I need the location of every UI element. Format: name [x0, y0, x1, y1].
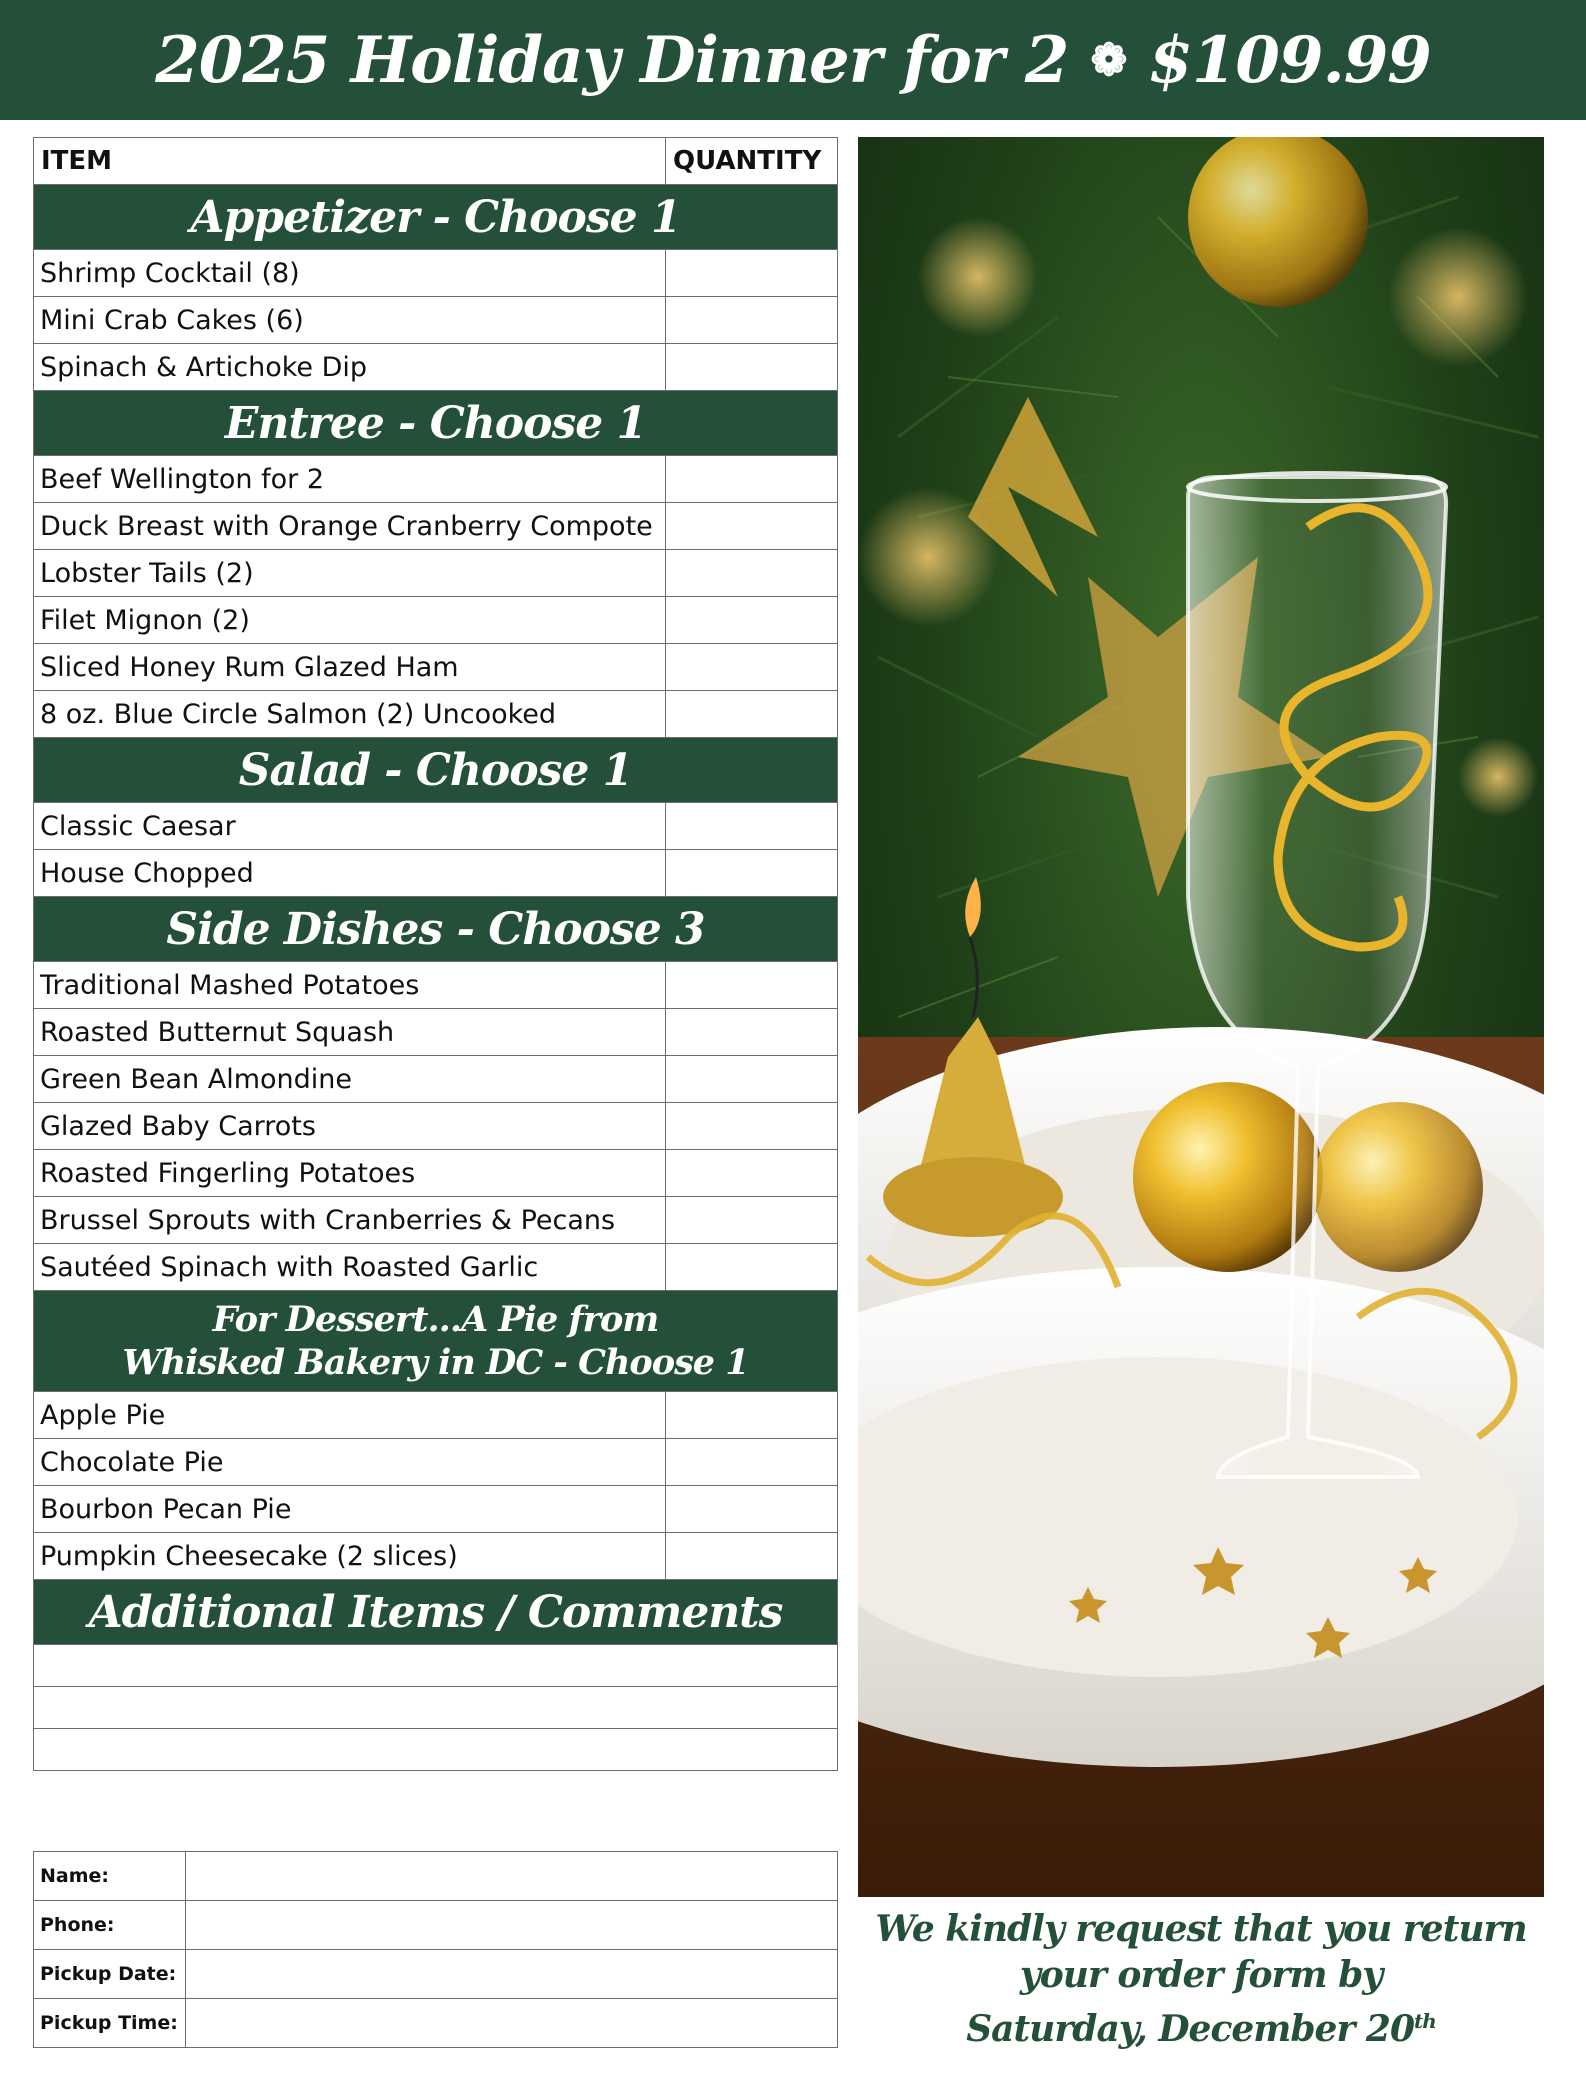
quantity-cell[interactable] — [666, 1197, 838, 1244]
table-row — [34, 1486, 838, 1533]
item-name: Sautéed Spinach with Roasted Garlic — [34, 1244, 666, 1291]
contact-row — [34, 1901, 838, 1950]
quantity-cell[interactable] — [666, 1439, 838, 1486]
table-row — [34, 1439, 838, 1486]
quantity-cell[interactable] — [666, 1486, 838, 1533]
item-name: 8 oz. Blue Circle Salmon (2) Uncooked — [34, 691, 666, 738]
item-name: Traditional Mashed Potatoes — [34, 962, 666, 1009]
fleuron-icon: ❁ — [1090, 34, 1127, 86]
comment-field[interactable] — [34, 1729, 838, 1771]
item-name: Shrimp Cocktail (8) — [34, 250, 666, 297]
holiday-table-illustration — [858, 137, 1544, 1897]
note-date: Saturday, December 20 — [966, 2008, 1415, 2050]
note-date-suffix: th — [1414, 2009, 1436, 2033]
table-row — [34, 1392, 838, 1439]
section-header — [34, 1291, 838, 1392]
table-row — [34, 644, 838, 691]
quantity-cell[interactable] — [666, 1103, 838, 1150]
table-header-row — [34, 138, 838, 185]
pickup-date-label: Pickup Date: — [34, 1950, 186, 1999]
price: $109.99 — [1148, 22, 1431, 98]
section-title-salad: Salad - Choose 1 — [34, 738, 838, 803]
table-row — [34, 1056, 838, 1103]
quantity-cell[interactable] — [666, 850, 838, 897]
table-row — [34, 691, 838, 738]
item-name: Duck Breast with Orange Cranberry Compote — [34, 503, 666, 550]
quantity-cell[interactable] — [666, 691, 838, 738]
title-banner — [0, 0, 1586, 120]
column-header-quantity: QUANTITY — [666, 138, 838, 185]
table-row — [34, 456, 838, 503]
quantity-cell[interactable] — [666, 1009, 838, 1056]
table-row — [34, 803, 838, 850]
table-row — [34, 850, 838, 897]
table-row — [34, 344, 838, 391]
phone-field[interactable] — [186, 1901, 838, 1950]
quantity-cell[interactable] — [666, 503, 838, 550]
table-row — [34, 250, 838, 297]
item-name: Roasted Butternut Squash — [34, 1009, 666, 1056]
quantity-cell[interactable] — [666, 1056, 838, 1103]
item-name: Mini Crab Cakes (6) — [34, 297, 666, 344]
section-title-side-dishes: Side Dishes - Choose 3 — [34, 897, 838, 962]
section-title-dessert — [34, 1291, 838, 1392]
dessert-title-line-1: For Dessert...A Pie from — [212, 1299, 659, 1340]
section-title-entree: Entree - Choose 1 — [34, 391, 838, 456]
phone-label: Phone: — [34, 1901, 186, 1950]
pickup-date-field[interactable] — [186, 1950, 838, 1999]
contact-row — [34, 1950, 838, 1999]
item-name: Bourbon Pecan Pie — [34, 1486, 666, 1533]
table-row — [34, 503, 838, 550]
quantity-cell[interactable] — [666, 803, 838, 850]
comment-line[interactable] — [34, 1687, 838, 1729]
table-row — [34, 1009, 838, 1056]
holiday-photo — [858, 137, 1544, 1897]
quantity-cell[interactable] — [666, 344, 838, 391]
comment-line[interactable] — [34, 1645, 838, 1687]
quantity-cell[interactable] — [666, 1150, 838, 1197]
name-label: Name: — [34, 1852, 186, 1901]
contact-row — [34, 1852, 838, 1901]
item-name: Sliced Honey Rum Glazed Ham — [34, 644, 666, 691]
item-name: Spinach & Artichoke Dip — [34, 344, 666, 391]
item-name: Glazed Baby Carrots — [34, 1103, 666, 1150]
item-name: Apple Pie — [34, 1392, 666, 1439]
section-header — [34, 185, 838, 250]
quantity-cell[interactable] — [666, 456, 838, 503]
quantity-cell[interactable] — [666, 597, 838, 644]
contact-table — [33, 1851, 838, 2048]
table-row — [34, 1244, 838, 1291]
section-header — [34, 1580, 838, 1645]
item-name: Green Bean Almondine — [34, 1056, 666, 1103]
section-header — [34, 738, 838, 803]
item-name: House Chopped — [34, 850, 666, 897]
quantity-cell[interactable] — [666, 1533, 838, 1580]
quantity-cell[interactable] — [666, 644, 838, 691]
item-name: Classic Caesar — [34, 803, 666, 850]
table-row — [34, 550, 838, 597]
quantity-cell[interactable] — [666, 297, 838, 344]
dessert-title-line-2: Whisked Bakery in DC - Choose 1 — [122, 1342, 749, 1383]
item-name: Chocolate Pie — [34, 1439, 666, 1486]
item-name: Brussel Sprouts with Cranberries & Pecans — [34, 1197, 666, 1244]
order-table — [33, 137, 838, 1771]
name-field[interactable] — [186, 1852, 838, 1901]
table-row — [34, 1533, 838, 1580]
contact-row — [34, 1999, 838, 2048]
section-header — [34, 391, 838, 456]
table-row — [34, 1197, 838, 1244]
quantity-cell[interactable] — [666, 250, 838, 297]
quantity-cell[interactable] — [666, 550, 838, 597]
item-name: Roasted Fingerling Potatoes — [34, 1150, 666, 1197]
quantity-cell[interactable] — [666, 962, 838, 1009]
return-request-note — [858, 1906, 1544, 2052]
comment-line[interactable] — [34, 1729, 838, 1771]
note-line-1: We kindly request that you return — [875, 1908, 1527, 1950]
column-header-item: ITEM — [34, 138, 666, 185]
note-line-3 — [858, 1998, 1544, 2052]
item-name: Filet Mignon (2) — [34, 597, 666, 644]
section-title-appetizer: Appetizer - Choose 1 — [34, 185, 838, 250]
item-name: Beef Wellington for 2 — [34, 456, 666, 503]
comment-field[interactable] — [34, 1687, 838, 1729]
pickup-time-label: Pickup Time: — [34, 1999, 186, 2048]
item-name: Pumpkin Cheesecake (2 slices) — [34, 1533, 666, 1580]
table-row — [34, 597, 838, 644]
quantity-cell[interactable] — [666, 1244, 838, 1291]
table-row — [34, 297, 838, 344]
table-row — [34, 1150, 838, 1197]
table-row — [34, 962, 838, 1009]
comment-field[interactable] — [34, 1645, 838, 1687]
table-row — [34, 1103, 838, 1150]
note-line-2: your order form by — [1019, 1954, 1383, 1996]
quantity-cell[interactable] — [666, 1392, 838, 1439]
section-title-additional: Additional Items / Comments — [34, 1580, 838, 1645]
section-header — [34, 897, 838, 962]
pickup-time-field[interactable] — [186, 1999, 838, 2048]
page-title: 2025 Holiday Dinner for 2 — [155, 22, 1069, 98]
item-name: Lobster Tails (2) — [34, 550, 666, 597]
